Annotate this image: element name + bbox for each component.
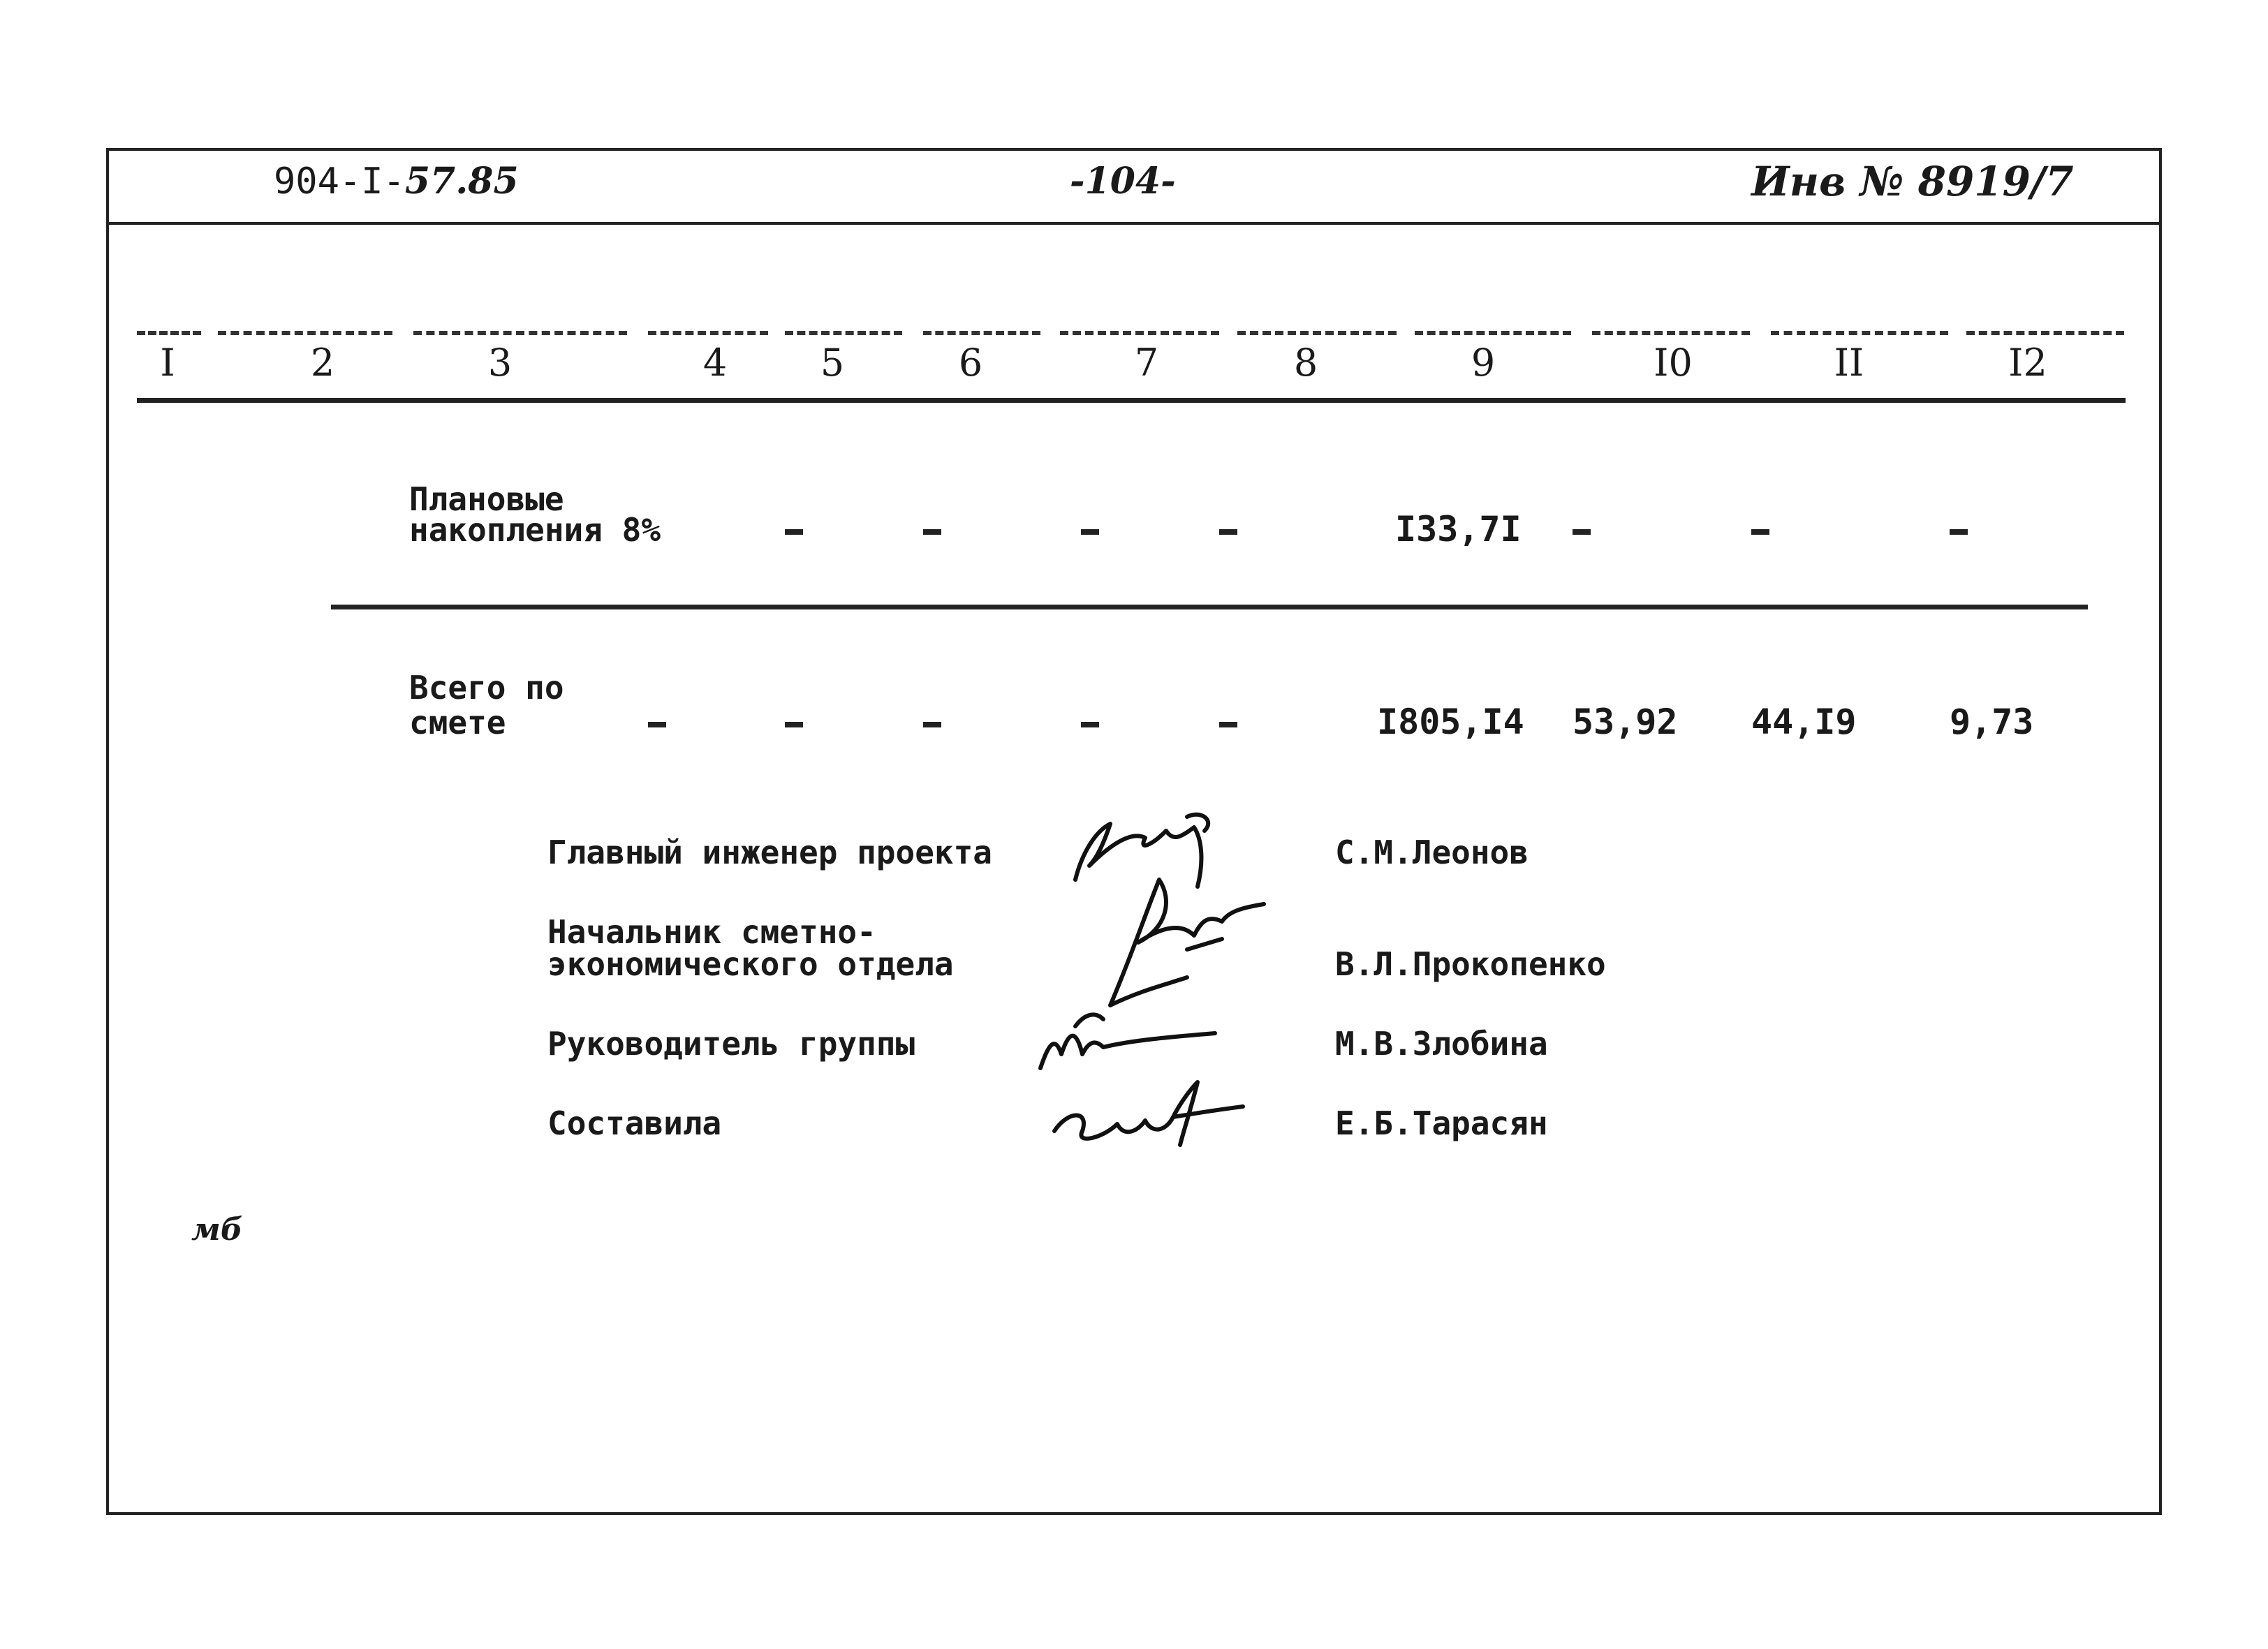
empty-cell-dash (1081, 722, 1099, 727)
header-bottom-rule (137, 398, 2126, 403)
signature-role: экономического отдела (547, 945, 954, 983)
signature-name: С.М.Леонов (1335, 834, 1529, 871)
column-rule (1060, 331, 1219, 341)
header-divider (106, 222, 2162, 225)
column-number: 7 (1134, 341, 1159, 385)
column-rule (1415, 331, 1571, 341)
column-rule (218, 331, 392, 341)
row-label-line1: Плановые (409, 480, 564, 518)
cell-col9: I805,I4 (1377, 702, 1524, 742)
signature-name: М.В.Злобина (1335, 1025, 1548, 1063)
cell-col12: 9,73 (1950, 702, 2034, 742)
column-number: II (1834, 341, 1864, 385)
column-rule (923, 331, 1040, 341)
column-number: I (160, 341, 175, 385)
column-number: 9 (1471, 341, 1496, 385)
footer-mark: мб (191, 1212, 243, 1248)
column-rule (1771, 331, 1948, 341)
empty-cell-dash (1219, 722, 1237, 727)
column-number: I2 (2008, 341, 2047, 385)
column-number: I0 (1654, 341, 1693, 385)
empty-cell-dash (1219, 529, 1237, 535)
signature-role: Составила (547, 1104, 722, 1142)
empty-cell-dash (923, 722, 941, 727)
column-rule (1592, 331, 1750, 341)
page-number: -104- (1070, 160, 1176, 202)
signature-role: Начальник сметно- (547, 913, 876, 951)
doc-code-suffix: 57.85 (404, 160, 519, 202)
row-label-line2: накопления 8% (409, 511, 661, 549)
signature-name: Е.Б.Тарасян (1335, 1104, 1548, 1142)
empty-cell-dash (648, 722, 666, 727)
empty-cell-dash (1751, 529, 1769, 535)
empty-cell-dash (785, 722, 803, 727)
signature-name: В.Л.Прокопенко (1335, 945, 1606, 983)
doc-code (274, 161, 519, 202)
column-rule (137, 331, 201, 341)
empty-cell-dash (785, 529, 803, 535)
column-number: 2 (310, 341, 335, 385)
column-number: 3 (487, 341, 513, 385)
column-rule (1966, 331, 2124, 341)
column-number: 5 (820, 341, 845, 385)
column-rule (413, 331, 627, 341)
cell-col9: I33,7I (1395, 509, 1522, 549)
column-rule (1237, 331, 1397, 341)
handwritten-signature (1040, 1075, 1250, 1159)
cell-col10: 53,92 (1573, 702, 1678, 742)
row-label-line1: Всего по (409, 669, 564, 707)
signature-role: Руководитель группы (547, 1025, 915, 1063)
empty-cell-dash (1950, 529, 1968, 535)
empty-cell-dash (923, 529, 941, 535)
column-rule (785, 331, 902, 341)
handwritten-signature (1033, 998, 1229, 1082)
cell-col11: 44,I9 (1751, 702, 1857, 742)
section-rule (331, 605, 2088, 609)
column-number: 4 (702, 341, 728, 385)
signature-role: Главный инженер проекта (547, 834, 992, 871)
row-label-line2: смете (409, 704, 506, 741)
doc-code-prefix: 904-I- (274, 161, 405, 202)
empty-cell-dash (1081, 529, 1099, 535)
column-number: 8 (1293, 341, 1318, 385)
column-number: 6 (958, 341, 983, 385)
empty-cell-dash (1573, 529, 1591, 535)
handwritten-signature (1068, 873, 1278, 1012)
inventory-number: Инв № 8919/7 (1751, 158, 2074, 205)
column-rule (648, 331, 768, 341)
